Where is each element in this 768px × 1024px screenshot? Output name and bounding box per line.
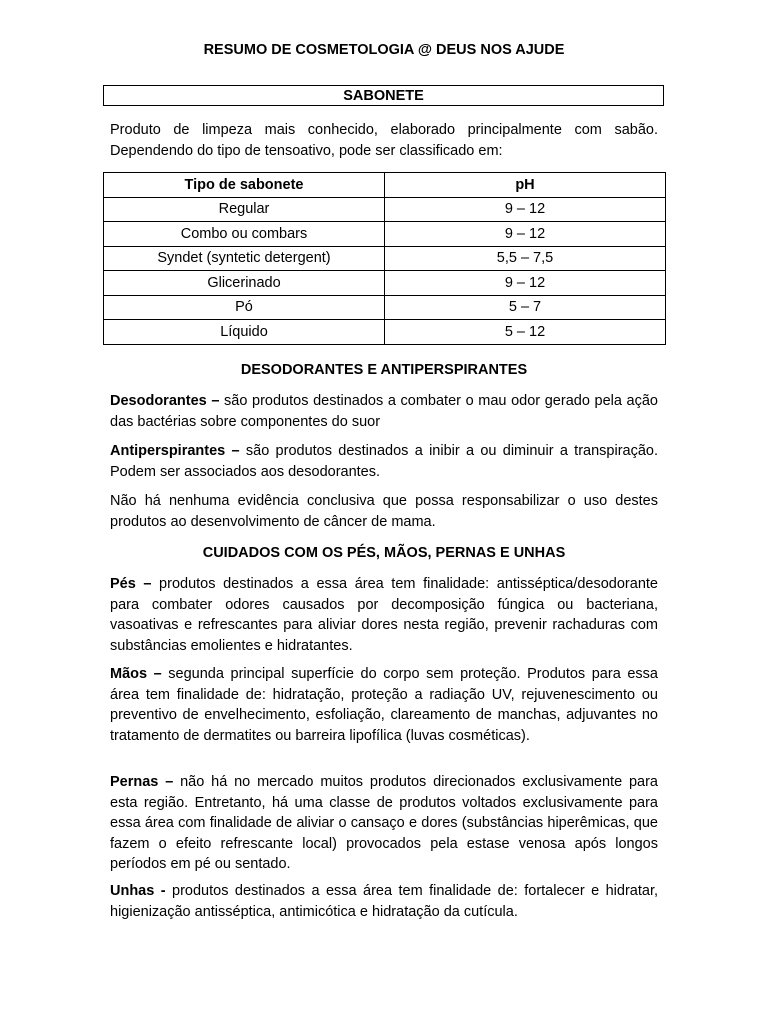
- maos-paragraph: [110, 664, 658, 746]
- table-cell-ph: 5 – 7: [385, 295, 666, 320]
- cuidados-heading: CUIDADOS COM OS PÉS, MÃOS, PERNAS E UNHAS: [202, 545, 566, 561]
- antiperspirantes-paragraph: [110, 441, 658, 482]
- table-header-row: [104, 173, 666, 198]
- table-cell-ph: 9 – 12: [385, 197, 666, 222]
- desodorantes-text: são produtos destinados a combater o mau odor gerado pela ação das bactérias sobre componentes do suor: [110, 393, 658, 430]
- table-cell-ph: 9 – 12: [385, 222, 666, 247]
- table-header-ph: pH: [385, 173, 666, 198]
- table-header-tipo: Tipo de sabonete: [104, 173, 385, 198]
- table-row: [104, 295, 666, 320]
- table-cell-tipo: Regular: [104, 197, 385, 222]
- pes-text: produtos destinados a essa área tem finalidade: antisséptica/desodorante para combater odores causados por decomposição fúngica ou bacteriana, vasoativas e refrescantes para aliviar dores nesta região, prevenir rachaduras com substâncias emolientes e hidratantes.: [110, 576, 658, 654]
- table-cell-tipo: Líquido: [104, 320, 385, 345]
- pernas-term: Pernas –: [110, 774, 174, 790]
- table-cell-tipo: Pó: [104, 295, 385, 320]
- table-cell-ph: 5 – 12: [385, 320, 666, 345]
- pes-term: Pés –: [110, 576, 152, 592]
- table-row: [104, 197, 666, 222]
- desodorantes-heading: DESODORANTES E ANTIPERSPIRANTES: [240, 362, 528, 378]
- pernas-paragraph: [110, 772, 658, 875]
- table-row: [104, 320, 666, 345]
- sabonete-ph-table: [103, 172, 666, 345]
- document-title: RESUMO DE COSMETOLOGIA @ DEUS NOS AJUDE: [203, 42, 565, 58]
- table-cell-ph: 5,5 – 7,5: [385, 246, 666, 271]
- unhas-term: Unhas -: [110, 883, 166, 899]
- table-cell-tipo: Combo ou combars: [104, 222, 385, 247]
- table-cell-tipo: Glicerinado: [104, 271, 385, 296]
- maos-text: segunda principal superfície do corpo sem proteção. Produtos para essa área tem finalidade de: hidratação, proteção a radiação UV, rejuvenescimento ou preventivo de envelhecimento, esfoliação, clareamento de manchas, adjuvantes no tratamento de dermatites ou barreira lipofílica (luvas cosméticas).: [110, 666, 658, 744]
- table-row: [104, 271, 666, 296]
- pernas-text: não há no mercado muitos produtos direcionados exclusivamente para esta região. Entretanto, há uma classe de produtos voltados exclusivamente para essa área com finalidade de aliviar o cansaço e dores (substâncias hiperêmicas, que fazem o efeito refrescante local) provocados pela estase venosa após longos períodos em pé ou sentado.: [110, 774, 658, 872]
- desodorantes-paragraph: [110, 391, 658, 432]
- desodorantes-term: Desodorantes –: [110, 393, 220, 409]
- table-row: [104, 222, 666, 247]
- antiperspirantes-term: Antiperspirantes –: [110, 443, 240, 459]
- table-row: [104, 246, 666, 271]
- table-cell-tipo: Syndet (syntetic detergent): [104, 246, 385, 271]
- unhas-paragraph: [110, 881, 658, 922]
- table-cell-ph: 9 – 12: [385, 271, 666, 296]
- maos-term: Mãos –: [110, 666, 162, 682]
- unhas-text: produtos destinados a essa área tem finalidade de: fortalecer e hidratar, higienização antisséptica, antimicótica e hidratação da cutícula.: [110, 883, 659, 920]
- sabonete-heading-box: SABONETE: [103, 85, 664, 106]
- antiperspirantes-text: são produtos destinados a inibir a ou diminuir a transpiração. Podem ser associados aos desodorantes.: [110, 443, 658, 480]
- sabonete-intro: Produto de limpeza mais conhecido, elaborado principalmente com sabão. Dependendo do tipo de tensoativo, pode ser classificado em:: [110, 122, 658, 159]
- cancer-evidence-paragraph: Não há nenhuma evidência conclusiva que possa responsabilizar o uso destes produtos ao desenvolvimento de câncer de mama.: [110, 493, 658, 530]
- pes-paragraph: [110, 574, 658, 656]
